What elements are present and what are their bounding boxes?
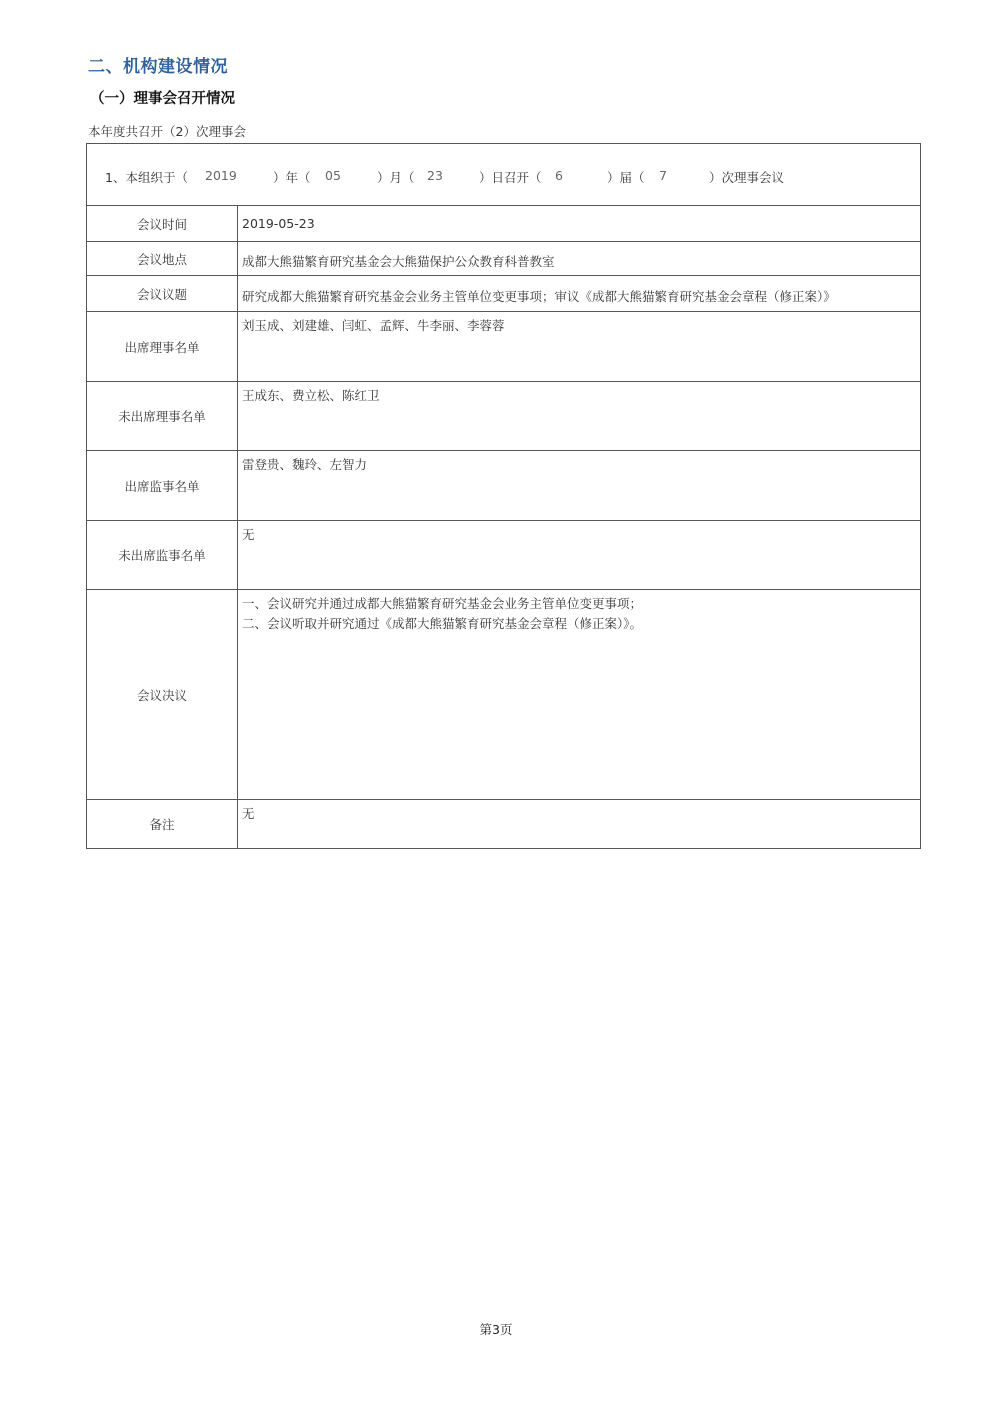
row-label: 会议地点 <box>87 242 238 275</box>
row-value: 研究成都大熊猫繁育研究基金会业务主管单位变更事项；审议《成都大熊猫繁育研究基金会章程（修正案）》 <box>242 288 836 304</box>
header-count-value: 7 <box>659 168 667 183</box>
meeting-header-row <box>87 144 920 206</box>
header-prefix: 1、本组织于（ <box>105 170 188 185</box>
header-year-value: 2019 <box>205 168 237 183</box>
section-title: 二、机构建设情况 <box>88 57 228 77</box>
row-value: 2019-05-23 <box>242 215 315 231</box>
header-year-label: ）年（ <box>273 170 311 185</box>
row-absent-supervisors <box>87 521 920 590</box>
row-meeting-location <box>87 242 920 276</box>
row-value <box>242 590 914 799</box>
resolution-line: 一、会议研究并通过成都大熊猫繁育研究基金会业务主管单位变更事项； <box>242 596 643 611</box>
row-label: 会议议题 <box>87 276 238 311</box>
header-count-label: ）次理事会议 <box>709 170 785 185</box>
meeting-form <box>86 143 921 849</box>
row-value: 成都大熊猫繁育研究基金会大熊猫保护公众教育科普教室 <box>242 253 555 269</box>
row-absent-directors <box>87 382 920 451</box>
subsection-title: （一）理事会召开情况 <box>90 91 235 107</box>
row-value: 王成东、费立松、陈红卫 <box>242 388 380 403</box>
row-label: 未出席理事名单 <box>87 382 238 450</box>
header-day-value: 23 <box>427 168 443 183</box>
row-value: 雷登贵、魏玲、左智力 <box>242 457 368 472</box>
row-label: 出席监事名单 <box>87 451 238 520</box>
header-session-value: 6 <box>555 168 563 183</box>
row-label: 会议决议 <box>87 590 238 799</box>
row-meeting-topic <box>87 276 920 312</box>
row-remarks <box>87 800 920 848</box>
header-month-label: ）月（ <box>377 170 415 185</box>
meeting-count-summary: 本年度共召开（2）次理事会 <box>88 124 246 139</box>
page-number: 第3页 <box>479 1322 513 1337</box>
row-value: 刘玉成、刘建雄、闫虹、孟辉、牛李丽、李蓉蓉 <box>242 318 505 333</box>
row-attending-supervisors <box>87 451 920 521</box>
row-label: 会议时间 <box>87 206 238 241</box>
header-session-label: ）届（ <box>607 170 645 185</box>
row-label: 备注 <box>87 800 238 848</box>
row-meeting-time <box>87 206 920 242</box>
header-month-value: 05 <box>325 168 341 183</box>
row-meeting-resolution <box>87 590 920 800</box>
row-value: 无 <box>242 806 255 821</box>
row-label: 出席理事名单 <box>87 312 238 381</box>
row-attending-directors <box>87 312 920 382</box>
resolution-line: 二、会议听取并研究通过《成都大熊猫繁育研究基金会章程（修正案）》。 <box>242 616 643 631</box>
row-label: 未出席监事名单 <box>87 521 238 589</box>
header-day-label: ）日召开（ <box>479 170 542 185</box>
row-value: 无 <box>242 527 255 542</box>
